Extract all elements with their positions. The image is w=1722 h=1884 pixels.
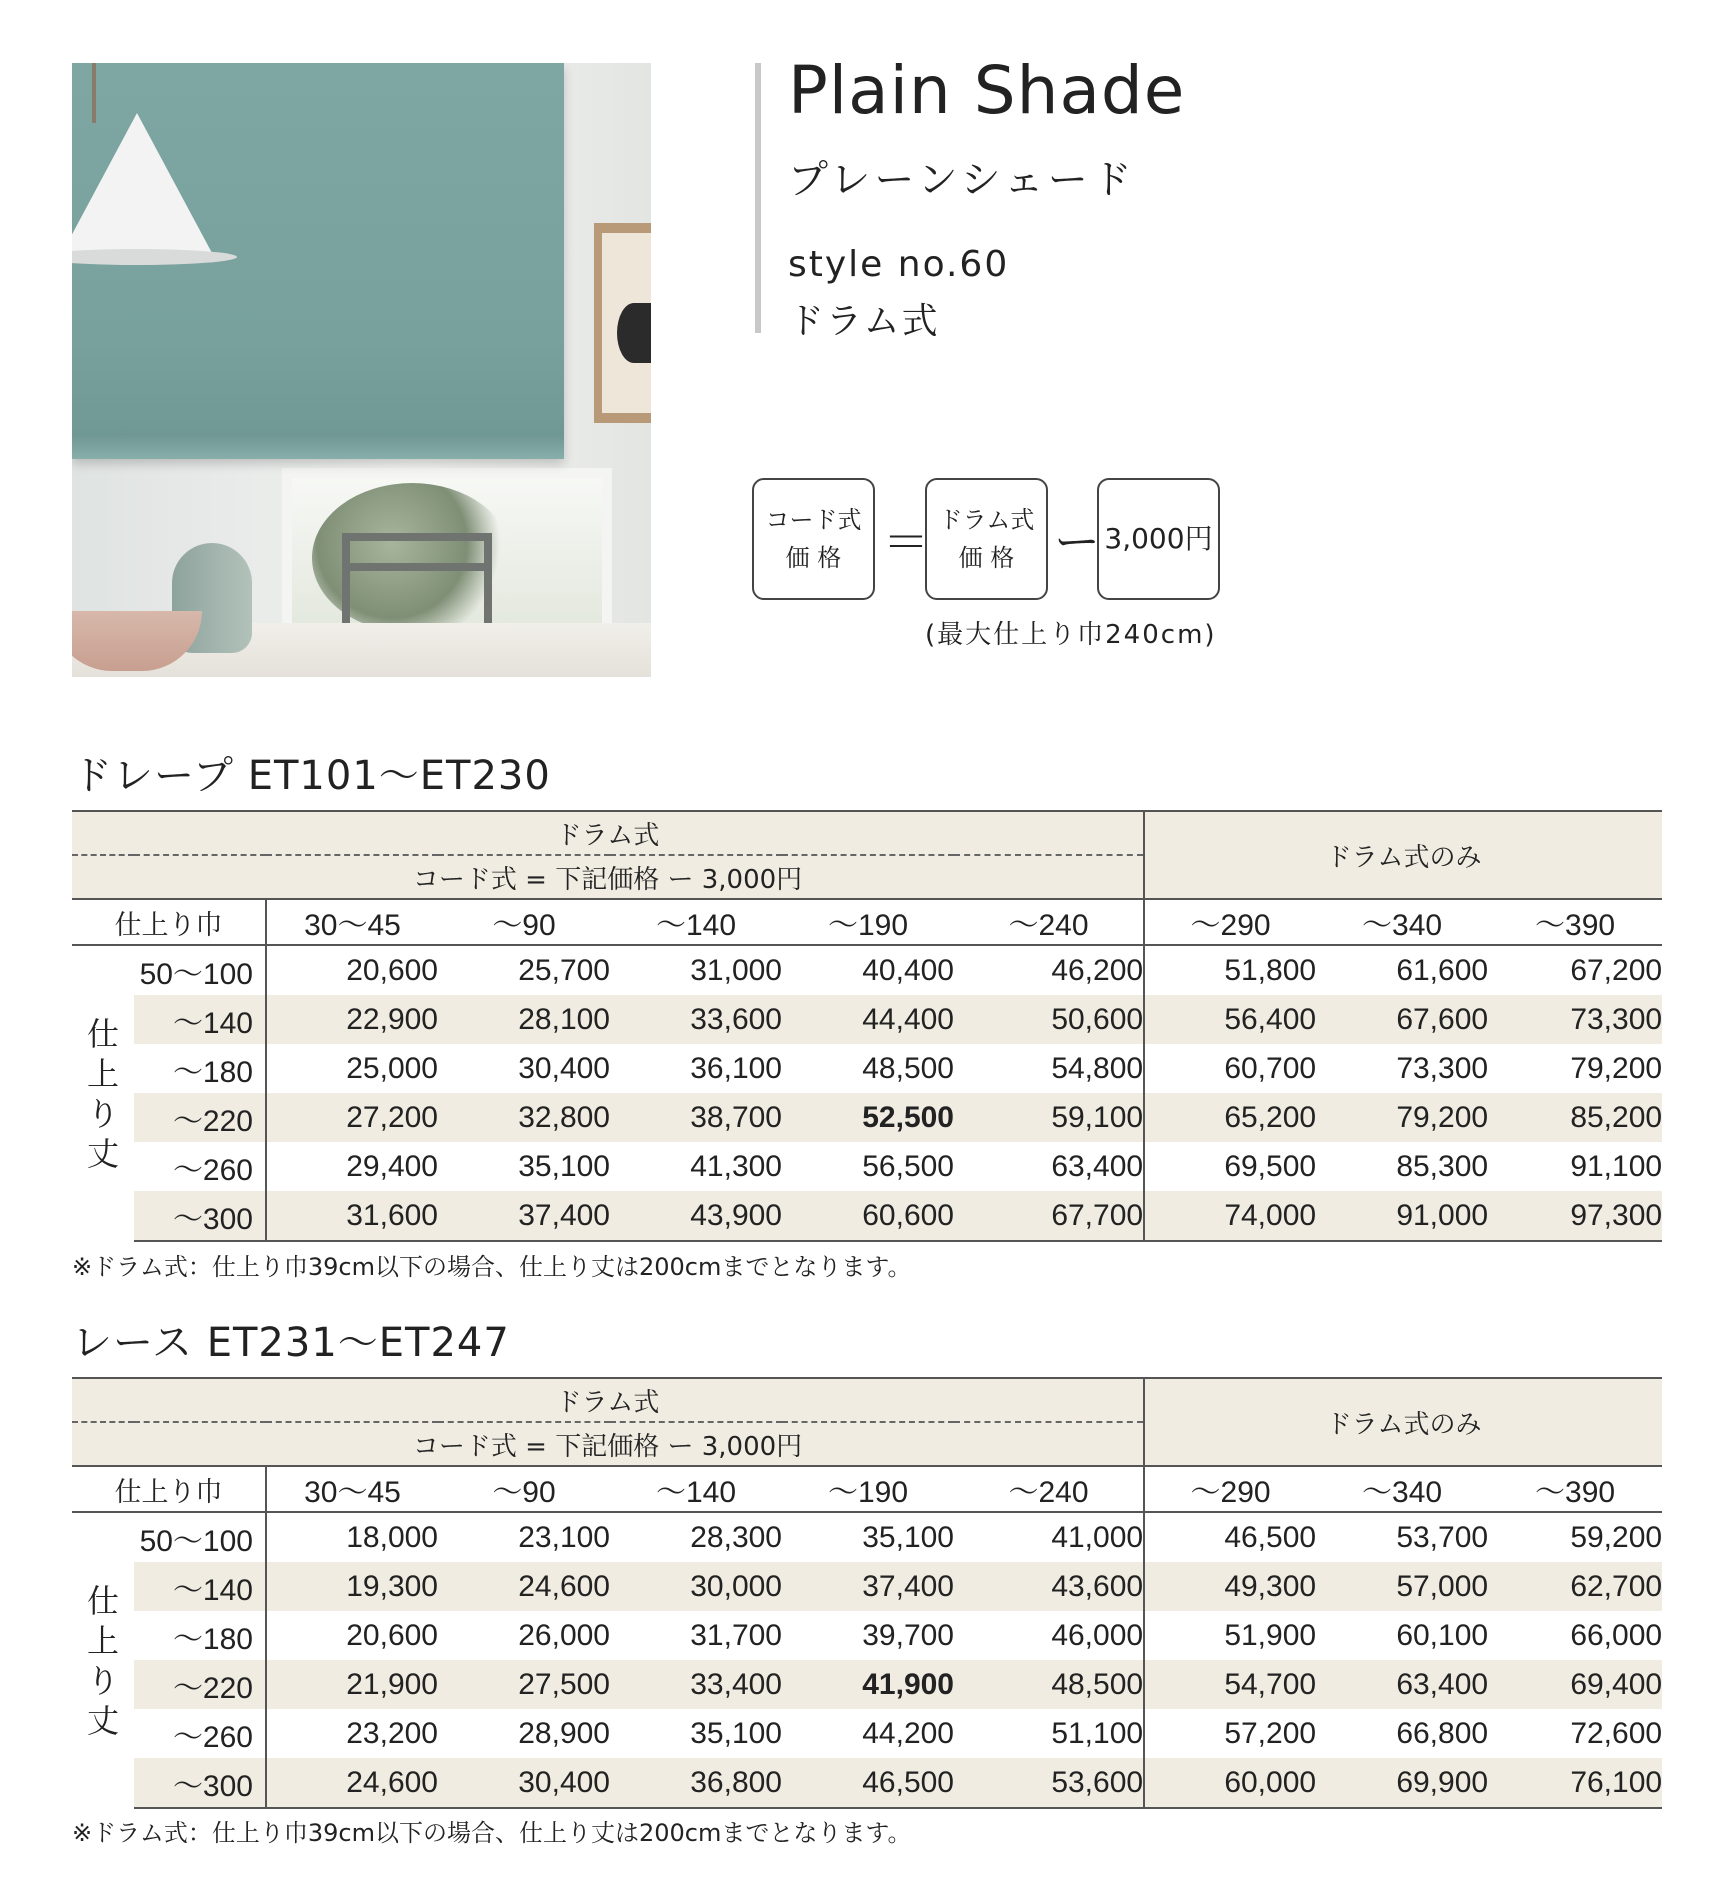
formula-drum-price-box	[925, 478, 1048, 600]
table-row	[72, 1709, 1662, 1758]
row-header: 〜260	[134, 1142, 266, 1191]
column-header: 〜240	[954, 1466, 1144, 1512]
table-row	[72, 1044, 1662, 1093]
formula-discount-value: 3,000円	[1104, 522, 1213, 555]
price-cell: 63,400	[1316, 1660, 1488, 1709]
table-row	[72, 1758, 1662, 1808]
price-cell: 28,900	[518, 1716, 610, 1750]
table-row	[72, 945, 1662, 995]
price-cell: 23,200	[346, 1716, 438, 1750]
header-drum: ドラム式	[72, 811, 1144, 855]
row-header: 〜300	[134, 1758, 266, 1808]
price-cell: 59,100	[954, 1093, 1144, 1142]
price-cell: 54,700	[1144, 1660, 1316, 1709]
width-label: 仕上り巾	[72, 899, 266, 945]
price-cell: 61,600	[1396, 953, 1489, 987]
price-cell: 43,600	[954, 1562, 1144, 1611]
price-cell: 46,200	[1051, 953, 1144, 987]
price-cell: 33,600	[610, 995, 782, 1044]
price-cell: 35,100	[518, 1149, 610, 1183]
header-drum-only: ドラム式のみ	[1144, 811, 1662, 899]
height-label-char: 丈	[86, 1134, 119, 1173]
price-cell: 31,600	[266, 1191, 438, 1241]
table-row	[72, 1660, 1662, 1709]
price-cell: 91,100	[1570, 1149, 1663, 1183]
height-label-char: り	[86, 1094, 119, 1133]
column-header: 〜340	[1316, 1466, 1488, 1512]
price-cell: 74,000	[1144, 1191, 1316, 1241]
price-cell: 51,100	[1051, 1716, 1144, 1750]
width-label: 仕上り巾	[72, 1466, 266, 1512]
photo-picture-shape	[617, 303, 651, 363]
formula-drum-price-label: 価 格	[958, 544, 1015, 572]
price-cell-highlight: 52,500	[782, 1093, 954, 1142]
price-cell: 27,500	[438, 1660, 610, 1709]
column-header: 〜90	[438, 1466, 610, 1512]
price-cell: 49,300	[1144, 1562, 1316, 1611]
price-cell: 59,200	[1570, 1520, 1663, 1554]
price-cell: 65,200	[1144, 1093, 1316, 1142]
price-cell: 51,900	[1144, 1611, 1316, 1660]
height-label-char: 仕	[86, 1014, 119, 1053]
product-title: Plain Shade	[788, 52, 1186, 129]
price-cell: 66,800	[1396, 1716, 1489, 1750]
price-cell: 24,600	[266, 1758, 438, 1808]
price-cell: 67,600	[1316, 995, 1488, 1044]
price-cell: 56,400	[1144, 995, 1316, 1044]
price-cell: 33,400	[610, 1660, 782, 1709]
formula-drum-label: ドラム式	[938, 506, 1035, 534]
photo-pendant-lamp	[72, 113, 212, 253]
price-cell: 48,500	[954, 1660, 1144, 1709]
price-cell: 19,300	[266, 1562, 438, 1611]
price-cell: 18,000	[346, 1520, 438, 1554]
price-cell: 62,700	[1488, 1562, 1662, 1611]
column-header: 〜90	[438, 899, 610, 945]
price-cell: 46,500	[782, 1758, 954, 1808]
row-header: 〜300	[134, 1191, 266, 1241]
column-header: 30〜45	[266, 1466, 438, 1512]
formula-cord-price-label: 価 格	[785, 544, 842, 572]
price-cell: 35,100	[690, 1716, 782, 1750]
lace-section-title: レース ET231〜ET247	[72, 1320, 510, 1366]
formula-cord-label: コード式	[765, 506, 862, 534]
price-cell: 32,800	[438, 1093, 610, 1142]
row-header: 〜220	[134, 1093, 266, 1142]
formula-discount-box	[1097, 478, 1220, 600]
lace-price-table	[72, 1377, 1662, 1809]
price-cell: 44,400	[782, 995, 954, 1044]
price-cell: 91,000	[1316, 1191, 1488, 1241]
price-cell: 60,700	[1144, 1044, 1316, 1093]
price-cell: 39,700	[862, 1618, 954, 1652]
mechanism-type: ドラム式	[788, 301, 940, 342]
price-cell: 30,400	[518, 1051, 610, 1085]
column-header: 〜140	[610, 1466, 782, 1512]
table-row	[72, 1191, 1662, 1241]
lace-note: ※ドラム式：仕上り巾39cm以下の場合、仕上り丈は200cmまでとなります。	[72, 1819, 912, 1847]
drape-price-table	[72, 810, 1662, 1242]
header-drum: ドラム式	[72, 1378, 1144, 1422]
price-cell: 60,100	[1396, 1618, 1489, 1652]
price-cell: 43,900	[610, 1191, 782, 1241]
style-number: style no.60	[788, 244, 1010, 285]
price-cell: 66,000	[1570, 1618, 1663, 1652]
title-accent-bar	[755, 63, 761, 333]
price-cell: 69,900	[1316, 1758, 1488, 1808]
price-cell: 35,100	[862, 1520, 954, 1554]
price-cell: 97,300	[1488, 1191, 1662, 1241]
column-header: 〜290	[1144, 899, 1316, 945]
price-cell: 63,400	[1051, 1149, 1144, 1183]
header-drum-only: ドラム式のみ	[1144, 1378, 1662, 1466]
height-label	[72, 1512, 134, 1808]
price-cell: 22,900	[266, 995, 438, 1044]
table-row	[72, 1142, 1662, 1191]
row-header: 〜180	[134, 1044, 266, 1093]
price-cell-highlight: 41,900	[782, 1660, 954, 1709]
height-label-char: 仕	[86, 1581, 119, 1620]
photo-chair-bar	[342, 563, 492, 571]
price-cell: 54,800	[1051, 1051, 1144, 1085]
column-header: 〜140	[610, 899, 782, 945]
table-row	[72, 1562, 1662, 1611]
price-cell: 41,000	[1051, 1520, 1144, 1554]
price-cell: 26,000	[518, 1618, 610, 1652]
price-cell: 44,200	[862, 1716, 954, 1750]
table-row	[72, 995, 1662, 1044]
price-cell: 67,700	[954, 1191, 1144, 1241]
formula-note: (最大仕上り巾240cm)	[925, 620, 1217, 650]
price-cell: 27,200	[266, 1093, 438, 1142]
price-cell: 20,600	[346, 1618, 438, 1652]
price-cell: 53,700	[1396, 1520, 1489, 1554]
photo-shade-fold	[72, 433, 564, 459]
price-cell: 25,700	[518, 953, 610, 987]
product-photo	[72, 63, 651, 677]
column-header: 〜240	[954, 899, 1144, 945]
price-cell: 69,500	[1144, 1142, 1316, 1191]
column-header: 〜390	[1488, 1466, 1662, 1512]
price-cell: 40,400	[862, 953, 954, 987]
column-header: 〜290	[1144, 1466, 1316, 1512]
height-label-char: 上	[86, 1621, 119, 1660]
price-cell: 36,800	[610, 1758, 782, 1808]
table-row	[72, 1512, 1662, 1562]
column-header: 〜390	[1488, 899, 1662, 945]
column-header: 〜190	[782, 899, 954, 945]
formula-minus: ー	[1054, 515, 1100, 569]
row-header: 〜180	[134, 1611, 266, 1660]
formula-equals: ＝	[883, 515, 929, 569]
price-cell: 46,500	[1144, 1512, 1316, 1562]
price-cell: 79,200	[1316, 1093, 1488, 1142]
height-label-char: 丈	[86, 1701, 119, 1740]
drape-section-title: ドレープ ET101〜ET230	[72, 753, 551, 799]
price-cell: 31,000	[690, 953, 782, 987]
price-cell: 53,600	[954, 1758, 1144, 1808]
price-cell: 41,300	[690, 1149, 782, 1183]
price-cell: 28,100	[438, 995, 610, 1044]
table-row	[72, 1093, 1662, 1142]
height-label-char: り	[86, 1661, 119, 1700]
price-cell: 28,300	[690, 1520, 782, 1554]
row-header: 〜140	[134, 995, 266, 1044]
price-cell: 67,200	[1570, 953, 1663, 987]
row-header: 50〜100	[134, 945, 266, 995]
price-cell: 85,300	[1396, 1149, 1489, 1183]
column-header: 〜190	[782, 1466, 954, 1512]
price-cell: 72,600	[1570, 1716, 1663, 1750]
height-label-char: 上	[86, 1054, 119, 1093]
price-cell: 20,600	[346, 953, 438, 987]
row-header: 〜220	[134, 1660, 266, 1709]
price-cell: 36,100	[690, 1051, 782, 1085]
price-cell: 73,300	[1488, 995, 1662, 1044]
table-row	[72, 1611, 1662, 1660]
price-cell: 60,000	[1144, 1758, 1316, 1808]
price-cell: 37,400	[782, 1562, 954, 1611]
column-header: 〜340	[1316, 899, 1488, 945]
price-cell: 76,100	[1488, 1758, 1662, 1808]
price-cell: 37,400	[438, 1191, 610, 1241]
price-cell: 38,700	[610, 1093, 782, 1142]
price-cell: 60,600	[782, 1191, 954, 1241]
row-header: 50〜100	[134, 1512, 266, 1562]
price-cell: 57,000	[1316, 1562, 1488, 1611]
header-cord-formula: コード式 = 下記価格 ー 3,000円	[72, 855, 1144, 899]
price-cell: 50,600	[954, 995, 1144, 1044]
row-header: 〜260	[134, 1709, 266, 1758]
price-cell: 69,400	[1488, 1660, 1662, 1709]
price-cell: 30,400	[438, 1758, 610, 1808]
price-cell: 23,100	[518, 1520, 610, 1554]
formula-cord-price-box	[752, 478, 875, 600]
price-cell: 46,000	[1051, 1618, 1144, 1652]
price-cell: 48,500	[862, 1051, 954, 1085]
price-cell: 73,300	[1396, 1051, 1489, 1085]
price-cell: 31,700	[690, 1618, 782, 1652]
header-cord-formula: コード式 = 下記価格 ー 3,000円	[72, 1422, 1144, 1466]
row-header: 〜140	[134, 1562, 266, 1611]
height-label	[72, 945, 134, 1241]
price-cell: 56,500	[862, 1149, 954, 1183]
price-cell: 25,000	[346, 1051, 438, 1085]
price-cell: 30,000	[610, 1562, 782, 1611]
price-cell: 79,200	[1570, 1051, 1663, 1085]
price-cell: 51,800	[1144, 945, 1316, 995]
product-title-japanese: プレーンシェード	[788, 157, 1136, 203]
price-cell: 85,200	[1488, 1093, 1662, 1142]
column-header: 30〜45	[266, 899, 438, 945]
price-cell: 57,200	[1144, 1709, 1316, 1758]
drape-note: ※ドラム式：仕上り巾39cm以下の場合、仕上り丈は200cmまでとなります。	[72, 1253, 912, 1281]
price-cell: 29,400	[346, 1149, 438, 1183]
price-cell: 24,600	[438, 1562, 610, 1611]
price-cell: 21,900	[266, 1660, 438, 1709]
